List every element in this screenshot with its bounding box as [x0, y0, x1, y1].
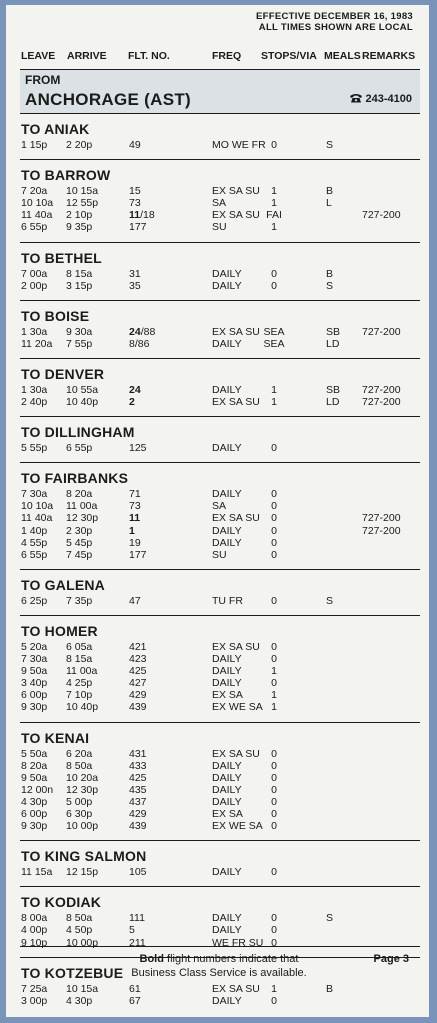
effective-notice: [256, 11, 413, 33]
flight-stops: 0: [271, 795, 277, 808]
flight-leave: 9 10p: [21, 936, 48, 949]
header-leave: LEAVE: [21, 50, 56, 62]
flight-arrive: 2 30p: [66, 524, 93, 537]
flight-arrive: 2 10p: [66, 209, 93, 222]
flight-freq: DAILY: [212, 866, 242, 879]
flight-leave: 8 20a: [21, 759, 48, 772]
flight-arrive: 10 40p: [66, 396, 99, 408]
flight-arrive: 2 20p: [66, 139, 93, 151]
flight-flt: 47: [129, 594, 141, 607]
destination-title: TO HOMER: [21, 622, 98, 639]
flight-stops: 1: [271, 701, 277, 714]
flight-freq: EX SA SU: [212, 747, 260, 760]
flight-stops: FAI: [266, 209, 282, 222]
flight-remarks: 727-200: [362, 209, 401, 222]
flight-meals: B: [326, 185, 334, 198]
origin-city: ANCHORAGE (AST): [25, 90, 191, 109]
flight-leave: 7 30a: [21, 653, 48, 665]
flight-freq: EX WE SA: [212, 701, 263, 714]
flight-freq: DAILY: [212, 653, 242, 665]
flight-stops: 0: [271, 640, 277, 653]
flight-stops: 1: [271, 665, 277, 678]
flight-freq: SU: [212, 221, 227, 234]
flight-leave: 11 40a: [21, 209, 53, 222]
flight-leave: 9 50a: [21, 665, 48, 678]
destination-title: TO DENVER: [21, 365, 105, 382]
flight-arrive: 7 35p: [66, 594, 93, 607]
flight-leave: 2 40p: [21, 396, 48, 408]
flight-meals: B: [326, 267, 334, 280]
flight-meals: S: [326, 594, 334, 607]
destination-title: TO BARROW: [21, 167, 111, 184]
flight-number-business: 11: [129, 209, 141, 222]
flight-stops: 0: [271, 866, 277, 879]
flight-freq: MO WE FR: [212, 139, 266, 151]
flight-stops: 1: [271, 185, 277, 198]
from-label: FROM: [25, 73, 61, 87]
flight-freq: DAILY: [212, 912, 242, 925]
phone-number: 243-4100: [365, 93, 412, 105]
flight-arrive: 6 30p: [66, 808, 93, 820]
flight-arrive: 4 30p: [66, 994, 93, 1007]
flight-stops: 0: [271, 279, 277, 292]
flight-stops: 0: [271, 500, 277, 513]
flight-freq: DAILY: [212, 665, 242, 678]
header-frequency: FREQ: [212, 50, 242, 62]
flight-freq: SA: [212, 500, 227, 513]
flight-stops: 0: [271, 488, 277, 501]
flight-meals: S: [326, 139, 334, 151]
flight-freq: DAILY: [212, 783, 242, 796]
flight-arrive: 8 50a: [66, 912, 93, 925]
flight-stops: 0: [271, 524, 277, 537]
flight-arrive: 9 35p: [66, 221, 93, 234]
flight-flt: 71: [129, 488, 141, 501]
flight-leave: 6 00p: [21, 808, 48, 820]
flight-arrive: 12 15p: [66, 866, 99, 879]
flight-flt: 15: [129, 185, 141, 198]
flight-number-business: 24: [129, 325, 141, 338]
flight-flt: 429: [129, 808, 147, 820]
flight-arrive: 6 05a: [66, 640, 93, 653]
flight-freq: DAILY: [212, 337, 242, 350]
flight-leave: 10 10a: [21, 500, 54, 513]
origin-banner: [20, 69, 420, 114]
flight-leave: 7 20a: [21, 185, 48, 198]
flight-stops: 0: [271, 783, 277, 796]
flight-freq: DAILY: [212, 267, 242, 280]
flight-freq: EX WE SA: [212, 820, 263, 833]
destination-title: TO KENAI: [21, 729, 90, 746]
flight-flt: 427: [129, 677, 147, 690]
flight-leave: 5 20a: [21, 640, 48, 653]
flight-flt: 35: [129, 279, 141, 292]
flight-leave: 11 20a: [21, 337, 53, 350]
flight-flt: 105: [129, 866, 147, 879]
destination-title: TO BOISE: [21, 307, 90, 324]
section-rule: [20, 615, 420, 616]
flight-flt: 111: [129, 912, 145, 925]
flight-meals: LD: [326, 337, 340, 350]
footnote-bold: Bold: [139, 953, 164, 965]
flight-arrive: 10 15a: [66, 185, 99, 198]
flight-freq: EX SA: [212, 689, 243, 702]
flight-stops: 0: [271, 267, 277, 280]
flight-arrive: 3 15p: [66, 279, 93, 292]
flight-freq: DAILY: [212, 488, 242, 501]
flight-meals: S: [326, 279, 334, 292]
flight-flt: 439: [129, 701, 147, 714]
flight-leave: 4 55p: [21, 536, 48, 549]
flight-stops: 0: [271, 677, 277, 690]
flight-leave: 3 00p: [21, 994, 48, 1007]
flight-stops: 0: [271, 994, 277, 1007]
flight-arrive: 7 55p: [66, 337, 93, 350]
flight-arrive: 10 55a: [66, 383, 99, 396]
flight-freq: DAILY: [212, 924, 242, 937]
flight-freq: TU FR: [212, 594, 243, 607]
flight-arrive: 8 50a: [66, 759, 93, 772]
flight-meals: B: [326, 982, 334, 995]
flight-stops: 1: [271, 383, 277, 396]
flight-flt: 177: [129, 548, 147, 561]
flight-leave: 7 25a: [21, 982, 48, 995]
destination-title: TO DILLINGHAM: [21, 424, 135, 441]
flight-arrive: 5 45p: [66, 536, 93, 549]
flight-leave: 3 40p: [21, 677, 48, 690]
flight-stops: 0: [271, 808, 277, 820]
effective-date: EFFECTIVE DECEMBER 16, 1983: [256, 11, 413, 22]
flight-freq: DAILY: [212, 524, 242, 537]
flight-flt: 67: [129, 994, 141, 1007]
flight-freq: EX SA SU: [212, 185, 260, 198]
flight-flt: 429: [129, 689, 147, 702]
flight-arrive: 8 15a: [66, 653, 93, 665]
flight-arrive: 11 00a: [66, 665, 98, 678]
footnote: [106, 952, 332, 980]
flight-flt: 24: [129, 383, 141, 396]
flight-arrive: 12 30p: [66, 783, 99, 796]
flight-flt: 431: [129, 747, 147, 760]
flight-leave: 5 50a: [21, 747, 48, 760]
flight-stops: 0: [271, 912, 277, 925]
flight-freq: DAILY: [212, 677, 242, 690]
flight-freq: DAILY: [212, 759, 242, 772]
flight-flt: 437: [129, 795, 147, 808]
flight-flt: 125: [129, 442, 147, 455]
flight-leave: 2 00p: [21, 279, 48, 292]
header-arrive: ARRIVE: [67, 50, 107, 62]
flight-freq: EX SA SU: [212, 325, 260, 338]
flight-leave: 1 30a: [21, 325, 48, 338]
flight-meals: SB: [326, 383, 341, 396]
flight-flt: 49: [129, 139, 141, 151]
flight-stops: 1: [271, 197, 277, 210]
flight-flt: 19: [129, 536, 141, 549]
flight-arrive: 9 30a: [66, 325, 93, 338]
flight-stops: 0: [271, 139, 277, 151]
section-rule: [20, 840, 420, 841]
flight-arrive: 10 00p: [66, 820, 99, 833]
flight-flt: 435: [129, 783, 147, 796]
flight-number-connection: /18: [140, 209, 155, 222]
flight-stops: SEA: [263, 337, 285, 350]
section-rule: [20, 242, 420, 243]
destination-title: TO GALENA: [21, 576, 105, 593]
footnote-text-2: Business Class Service is available.: [131, 967, 307, 979]
flight-stops: 0: [271, 820, 277, 833]
flight-flt: 31: [129, 267, 141, 280]
destination-title: TO BETHEL: [21, 249, 102, 266]
flight-freq: DAILY: [212, 536, 242, 549]
destination-title: TO FAIRBANKS: [21, 470, 129, 487]
flight-flt: 61: [129, 982, 141, 995]
flight-arrive: 11 00a: [66, 500, 98, 513]
flight-leave: 11 40a: [21, 512, 53, 525]
flight-remarks: 727-200: [362, 396, 401, 408]
flight-freq: EX SA SU: [212, 209, 260, 222]
flight-freq: SA: [212, 197, 227, 210]
flight-leave: 1 40p: [21, 524, 48, 537]
flight-leave: 10 10a: [21, 197, 54, 210]
flight-stops: 1: [271, 689, 277, 702]
flight-freq: EX SA SU: [212, 640, 260, 653]
flight-leave: 9 30p: [21, 820, 48, 833]
flight-remarks: 727-200: [362, 524, 401, 537]
flight-flt: 211: [129, 936, 146, 949]
flight-stops: 0: [271, 771, 277, 784]
flight-stops: 0: [271, 442, 277, 455]
flight-freq: SU: [212, 548, 227, 561]
flight-stops: 0: [271, 936, 277, 949]
flight-stops: 0: [271, 653, 277, 665]
section-rule: [20, 159, 420, 160]
flight-arrive: 4 25p: [66, 677, 93, 690]
flight-flt: 1: [129, 524, 135, 537]
flight-flt: 73: [129, 500, 141, 513]
destination-title: TO KODIAK: [21, 894, 102, 911]
section-rule: [20, 886, 420, 887]
flight-arrive: 8 15a: [66, 267, 93, 280]
header-stops-via: STOPS/VIA: [261, 50, 317, 62]
flight-leave: 6 00p: [21, 689, 48, 702]
flight-leave: 6 55p: [21, 221, 48, 234]
flight-flt: 433: [129, 759, 147, 772]
flight-flt: 423: [129, 653, 147, 665]
flight-flt: 421: [129, 640, 147, 653]
flight-stops: 0: [271, 548, 277, 561]
flight-stops: 0: [271, 747, 277, 760]
flight-flt: 425: [129, 665, 147, 678]
flight-arrive: 4 50p: [66, 924, 93, 937]
flight-remarks: 727-200: [362, 383, 401, 396]
flight-stops: 0: [271, 594, 277, 607]
flight-leave: 6 55p: [21, 548, 48, 561]
flight-leave: 8 00a: [21, 912, 48, 925]
flight-flt: [129, 209, 155, 221]
destination-title: TO KOTZEBUE: [21, 964, 124, 981]
flight-leave: 9 30p: [21, 701, 48, 714]
header-flight-number: FLT. NO.: [128, 50, 170, 62]
timetable-page: [6, 5, 429, 1017]
flight-stops: 0: [271, 759, 277, 772]
flight-freq: EX SA SU: [212, 982, 260, 995]
destination-title: TO ANIAK: [21, 121, 90, 137]
flight-leave: 6 25p: [21, 594, 48, 607]
flight-leave: 4 30p: [21, 795, 48, 808]
flight-stops: 1: [271, 982, 277, 995]
flight-arrive: 10 20a: [66, 771, 99, 784]
flight-flt: 177: [129, 221, 147, 234]
flight-arrive: 10 15a: [66, 982, 99, 995]
header-meals: MEALS: [324, 50, 361, 62]
section-rule: [20, 416, 420, 417]
flight-leave: 5 55p: [21, 442, 48, 455]
flight-flt: 73: [129, 197, 141, 210]
flight-arrive: 6 20a: [66, 747, 93, 760]
reservations-phone: [349, 93, 413, 105]
flight-freq: DAILY: [212, 383, 242, 396]
flight-freq: DAILY: [212, 279, 242, 292]
flight-flt: 439: [129, 820, 147, 833]
flight-arrive: 6 55p: [66, 442, 93, 455]
flight-arrive: 7 45p: [66, 548, 93, 561]
flight-leave: 1 30a: [21, 383, 48, 396]
header-remarks: REMARKS: [362, 50, 416, 62]
flight-leave: 7 30a: [21, 488, 48, 501]
flight-flt: 2: [129, 396, 135, 408]
section-rule: [20, 113, 420, 114]
flight-flt: 11: [129, 512, 141, 525]
section-rule: [20, 462, 420, 463]
flight-meals: L: [326, 197, 332, 210]
flight-freq: EX SA SU: [212, 396, 260, 408]
flight-stops: 0: [271, 536, 277, 549]
flight-leave: 9 50a: [21, 771, 48, 784]
flight-remarks: 727-200: [362, 512, 401, 525]
flight-arrive: 12 30p: [66, 512, 99, 525]
flight-number-connection: /88: [140, 325, 156, 338]
flight-flt: 8/86: [129, 337, 150, 350]
flight-stops: SEA: [263, 325, 285, 338]
section-rule: [20, 300, 420, 301]
flight-leave: 7 00a: [21, 267, 48, 280]
flight-flt: [129, 326, 155, 338]
destination-title: TO KING SALMON: [21, 848, 147, 865]
flight-arrive: 10 40p: [66, 701, 99, 714]
flight-leave: 11 15a: [21, 866, 53, 879]
page-number: Page 3: [373, 953, 409, 965]
flight-freq: DAILY: [212, 442, 242, 455]
flight-freq: DAILY: [212, 994, 242, 1007]
flight-remarks: 727-200: [362, 325, 401, 338]
flight-flt: 425: [129, 771, 147, 784]
section-rule: [20, 722, 420, 723]
flight-meals: S: [326, 912, 334, 925]
flight-leave: 12 00n: [21, 783, 54, 796]
flight-meals: LD: [326, 396, 340, 408]
flight-stops: 0: [271, 924, 277, 937]
footer-rule: [20, 946, 420, 947]
flight-arrive: 12 55p: [66, 197, 99, 210]
flight-arrive: 10 00p: [66, 936, 99, 949]
flight-arrive: 5 00p: [66, 795, 93, 808]
times-local-note: ALL TIMES SHOWN ARE LOCAL: [258, 22, 413, 33]
flight-flt: 5: [129, 924, 135, 937]
section-rule: [20, 569, 420, 570]
flight-leave: 1 15p: [21, 139, 48, 151]
flight-stops: 1: [271, 221, 277, 234]
flight-freq: EX SA: [212, 808, 243, 820]
flight-meals: SB: [326, 325, 341, 338]
section-rule: [20, 358, 420, 359]
flight-leave: 4 00p: [21, 924, 48, 937]
flight-freq: WE FR SU: [212, 936, 264, 949]
flight-freq: DAILY: [212, 795, 242, 808]
flight-freq: EX SA SU: [212, 512, 260, 525]
telephone-icon: [349, 93, 363, 103]
flight-arrive: 8 20a: [66, 488, 93, 501]
flight-arrive: 7 10p: [66, 689, 93, 702]
footnote-text-1: flight numbers indicate that: [163, 953, 299, 965]
flight-freq: DAILY: [212, 771, 242, 784]
flight-stops: 1: [271, 396, 277, 408]
flight-stops: 0: [271, 512, 277, 525]
